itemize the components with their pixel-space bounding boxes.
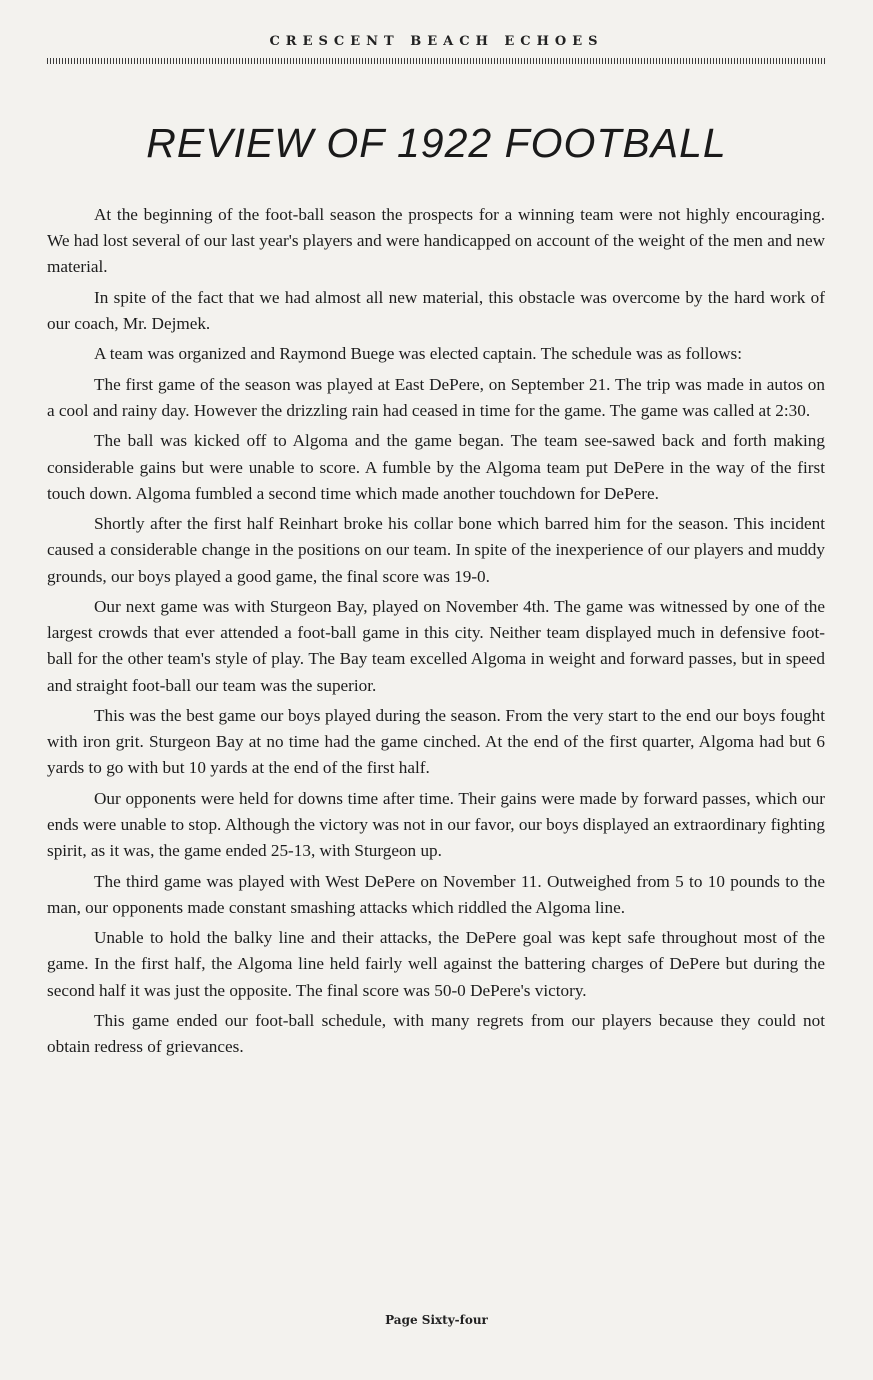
- header-rule: [47, 58, 827, 64]
- running-header: CRESCENT BEACH ECHOES: [269, 34, 604, 49]
- paragraph: This game ended our foot-ball schedule, with many regrets from our players because they could not obtain redress of grievances.: [47, 1010, 825, 1057]
- paragraph: The first game of the season was played at East DePere, on September 21. The trip was made in autos on a cool and rainy day. However the drizzling rain had ceased in time for the game. The game was called at 2:30.: [47, 374, 825, 420]
- article-body: [47, 202, 825, 1065]
- paragraph: Our next game was with Sturgeon Bay, played on November 4th. The game was witnessed by one of the largest crowds that ever attended a foot-ball game in this city. Neither team displayed much in defensive foot-ball for the other team's style of play. The Bay team excelled Algoma in weight and forward passes, but in speed and straight foot-ball our team was the superior.: [47, 596, 825, 695]
- paragraph: The ball was kicked off to Algoma and the game began. The team see-sawed back and forth making considerable gains but were unable to score. A fumble by the Algoma team put DePere in the way of the first touch down. Algoma fumbled a second time which made another touchdown for DePere.: [47, 431, 825, 503]
- article-title: REVIEW OF 1922 FOOTBALL: [146, 120, 727, 166]
- paragraph: This was the best game our boys played during the season. From the very start to the end our boys fought with iron grit. Sturgeon Bay at no time had the game cinched. At the end of the first quarter, Algoma had but 6 yards to go with but 10 yards at the end of the first half.: [47, 705, 825, 778]
- paragraph: Our opponents were held for downs time after time. Their gains were made by forward passes, which our ends were unable to stop. Although the victory was not in our favor, our boys displayed an extraordinary fighting spirit, as it was, the game ended 25-13, with Sturgeon up.: [47, 788, 825, 861]
- paragraph: Shortly after the first half Reinhart broke his collar bone which barred him for the season. This incident caused a considerable change in the positions on our team. In spite of the inexperience of our players and muddy grounds, our boys played a good game, the final score was 19-0.: [47, 514, 825, 586]
- paragraph: In spite of the fact that we had almost all new material, this obstacle was overcome by the hard work of our coach, Mr. Dejmek.: [47, 287, 825, 333]
- page-number: Page Sixty-four: [385, 1313, 488, 1327]
- paragraph: Unable to hold the balky line and their attacks, the DePere goal was kept safe throughout most of the game. In the first half, the Algoma line held fairly well against the battering charges of DePere but during the second half it was just the opposite. The final score was 50-0 DePere's victory.: [47, 928, 825, 1000]
- paragraph: At the beginning of the foot-ball season the prospects for a winning team were not highly encouraging. We had lost several of our last year's players and were handicapped on account of the weight of the men and new material.: [47, 205, 825, 277]
- paragraph: The third game was played with West DePere on November 11. Outweighed from 5 to 10 pounds to the man, our opponents made constant smashing attacks which riddled the Algoma line.: [47, 871, 825, 917]
- paragraph: A team was organized and Raymond Buege was elected captain. The schedule was as follows:: [94, 344, 742, 364]
